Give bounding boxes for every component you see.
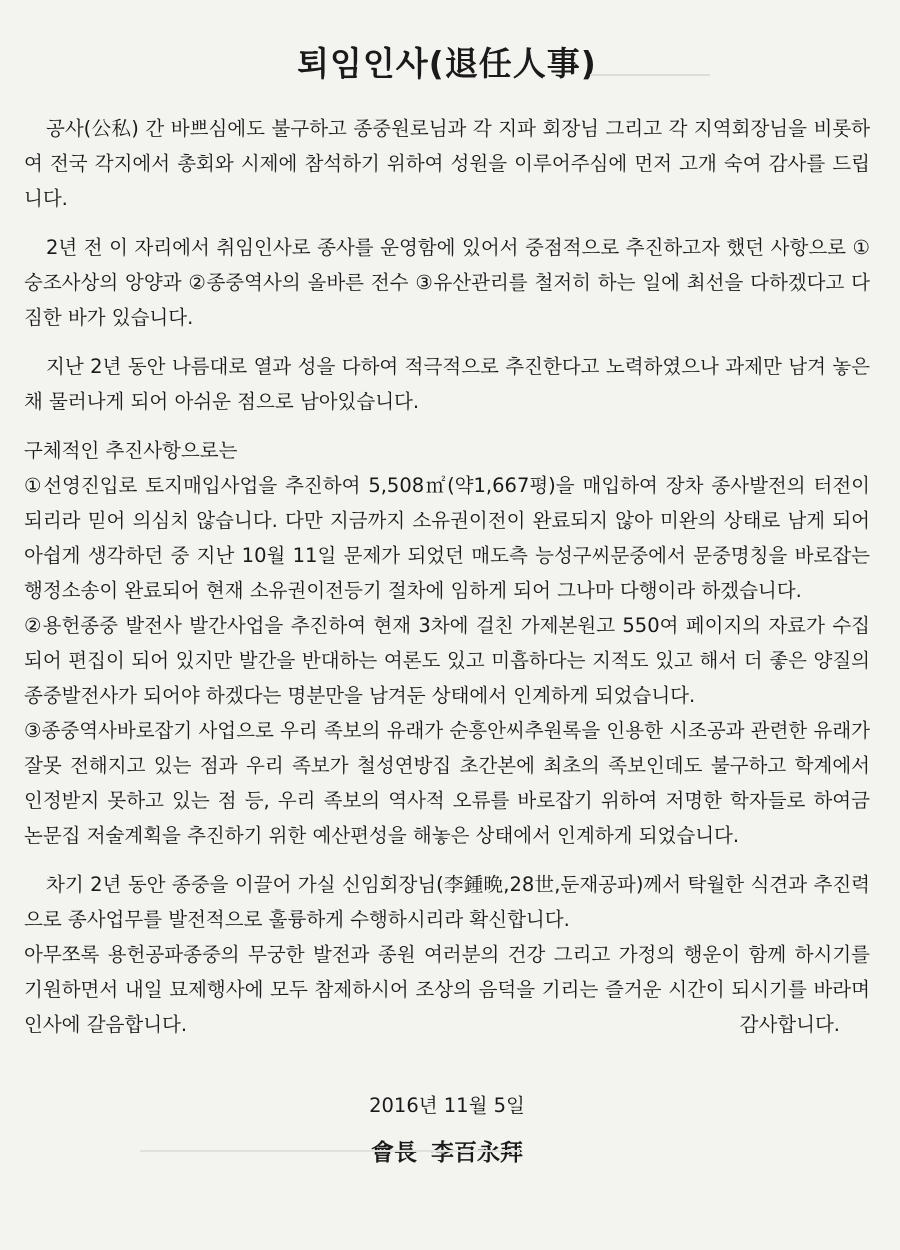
document-date: 2016년 11월 5일 bbox=[369, 1094, 525, 1117]
paragraph-pledge: 2년 전 이 자리에서 취임인사로 종사를 운영함에 있어서 중점적으로 추진하고자 했던 사항으로 ①숭조사상의 앙양과 ②종중역사의 올바른 전수 ③유산관리를 철저히 하는 일에 최선을 다하겠다고 다짐한 바가 있습니다. bbox=[24, 236, 870, 329]
thanks-text: 감사합니다. bbox=[739, 1013, 840, 1036]
list-item-genealogy: ③종중역사바로잡기 사업으로 우리 족보의 유래가 순흥안씨추원록을 인용한 시조공과 관련한 유래가 잘못 전해지고 있는 점과 우리 족보가 철성연방집 초간본에 최초의 족보인데도 불구하고 학계에서 인정받지 못하고 있는 점 등, 우리 족보의 역사적 오류를 바로잡기 위하여 저명한 학자들로 하여금 논문집 저술계획을 추진하기 위한 예산편성을 해놓은 상태에서 인계하게 되었습니다. bbox=[24, 719, 870, 847]
list-item-history-book: ②용헌종중 발전사 발간사업을 추진하여 현재 3차에 걸친 가제본원고 550여 페이지의 자료가 수집되어 편집이 되어 있지만 발간을 반대하는 여론도 있고 미흡하다는 지적도 있고 해서 더 좋은 양질의 종중발전사가 되어야 하겠다는 명분만을 남겨둔 상태에서 인계하게 되었습니다. bbox=[24, 614, 870, 707]
closing-text: 아무쪼록 용헌공파종중의 무궁한 발전과 종원 여러분의 건강 그리고 가정의 행운이 함께 하시기를 기원하면서 내일 묘제행사에 모두 참제하시어 조상의 음덕을 기리는 즐거운 시간이 되시기를 바라며 인사에 갈음합니다. bbox=[24, 943, 870, 1036]
list-heading: 구체적인 추진사항으로는 bbox=[24, 439, 238, 462]
document-title: 퇴임인사(退任人事) bbox=[297, 44, 597, 83]
signature: 會長 李百永拜 bbox=[370, 1139, 523, 1166]
bleed-through-mark bbox=[590, 50, 710, 76]
paragraph-greeting: 공사(公私) 간 바쁘심에도 불구하고 종중원로님과 각 지파 회장님 그리고 각 지역회장님을 비롯하여 전국 각지에서 총회와 시제에 참석하기 위하여 성원을 이루어주심에 먼저 고개 숙여 감사를 드립니다. bbox=[24, 117, 870, 210]
bleed-through-mark bbox=[140, 1130, 520, 1152]
paragraph-successor: 차기 2년 동안 종중을 이끌어 가실 신임회장님(李鍾晩,28世,둔재공파)께서 탁월한 식견과 추진력으로 종사업무를 발전적으로 훌륭하게 수행하시리라 확신합니다. bbox=[24, 873, 870, 931]
list-item-land: ①선영진입로 토지매입사업을 추진하여 5,508㎡(약1,667평)을 매입하여 장차 종사발전의 터전이 되리라 믿어 의심치 않습니다. 다만 지금까지 소유권이전이 완료되지 않아 미완의 상태로 남게 되어 아쉽게 생각하던 중 지난 10월 11일 문제가 되었던 매도측 능성구씨문중에서 문중명칭을 바로잡는 행정소송이 완료되어 현재 소유권이전등기 절차에 임하게 되어 그나마 다행이라 하겠습니다. bbox=[24, 474, 870, 602]
paragraph-reflection: 지난 2년 동안 나름대로 열과 성을 다하여 적극적으로 추진한다고 노력하였으나 과제만 남겨 놓은 채 물러나게 되어 아쉬운 점으로 남아있습니다. bbox=[24, 355, 870, 413]
paragraph-closing bbox=[24, 937, 870, 1042]
